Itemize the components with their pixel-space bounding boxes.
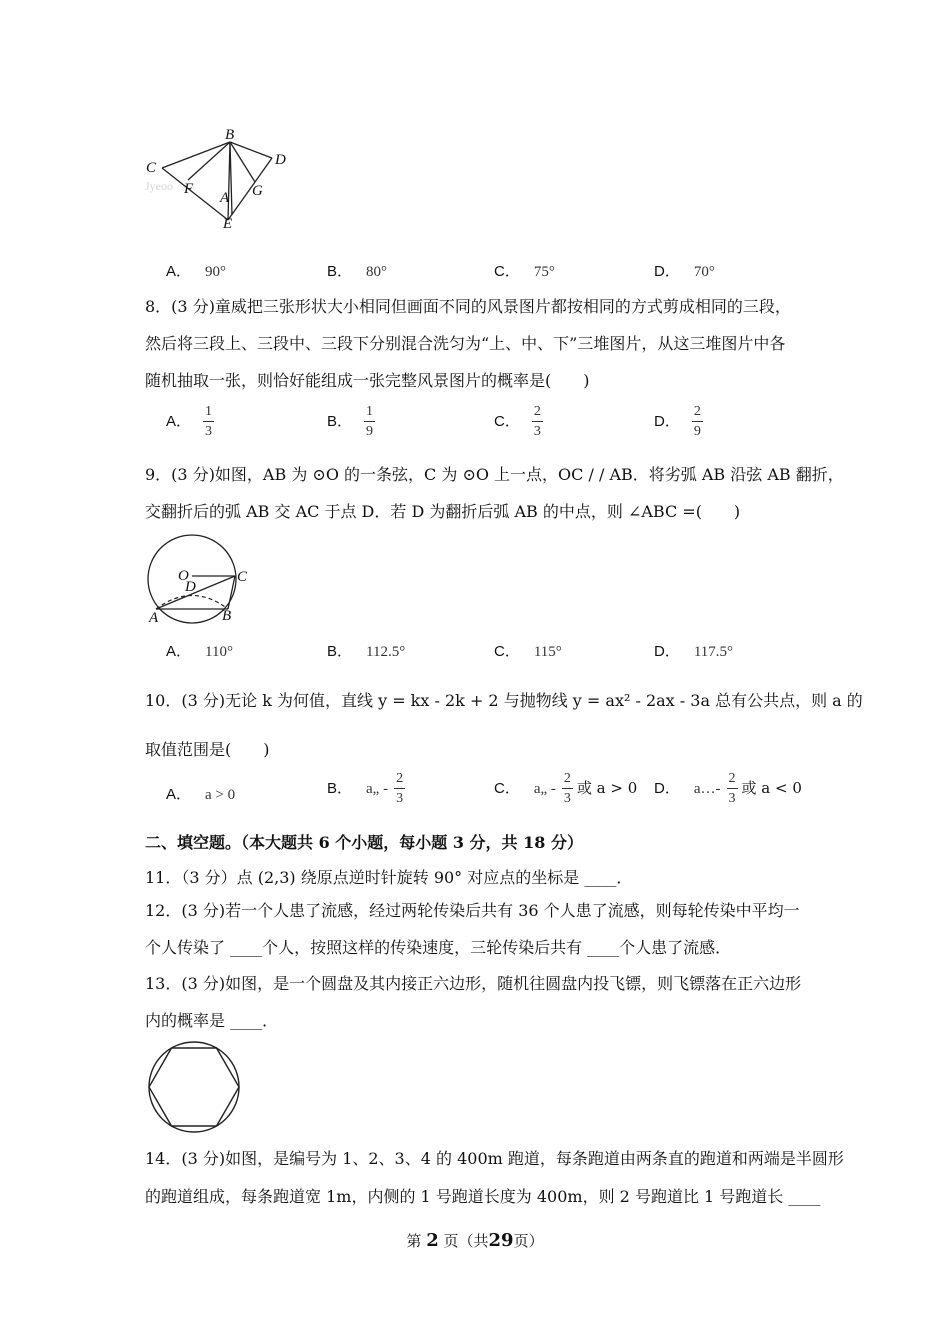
fig9-label-a: A [149,610,159,626]
q7-option-d: D． 70° [654,263,715,280]
fig7-label-d: D [275,152,286,168]
q9-line-1: 9．(3 分)如图，AB 为 ⊙O 的一条弦，C 为 ⊙O 上一点，OC / / AB．将劣弧 AB 沿弦 AB 翻折， [145,465,844,484]
fig9-label-b: B [222,608,232,624]
q14-line-2: 的跑道组成，每条跑道宽 1m，内侧的 1 号跑道长度为 400m，则 2 号跑道比 1 号跑道长 ____ [145,1187,821,1206]
total-pages: 29 [488,1230,514,1251]
fig7-label-f: F [184,181,194,197]
fig9-label-o: O [178,568,189,584]
fig9-label-d: D [185,579,196,595]
q13-line-2: 内的概率是 ____． [145,1011,279,1030]
q10-line-2: 取值范围是( ) [145,740,270,759]
q7-figure [140,120,310,240]
q7-option-c: C． 75° [494,263,555,280]
q7-option-a: A． 90° [166,263,227,280]
q8-line-1: 8．(3 分)童威把三张形状大小相同但画面不同的风景图片都按相同的方式剪成相同的三段， [145,297,791,316]
q10-option-d: D． a…- $\frac{2}{3}$ 或 a < 0 [654,771,802,806]
fig7-label-g: G [252,183,263,199]
q8-option-a: A． $\frac{1}{3}$ [166,404,213,439]
fig7-watermark: Jyeoo [145,179,173,193]
fig7-label-e: E [223,216,233,232]
q13-figure [145,1038,243,1136]
q13-line-1: 13．(3 分)如图，是一个圆盘及其内接正六边形，随机往圆盘内投飞镖，则飞镖落在正六边形 [145,974,802,993]
q8-line-2: 然后将三段上、三段中、三段下分别混合洗匀为“上、中、下”三堆图片，从这三堆图片中各 [145,334,786,353]
q8-option-c: C． $\frac{2}{3}$ [494,404,541,439]
q12-line-2: 个人传染了 ____个人，按照这样的传染速度，三轮传染后共有 ____个人患了流感． [145,938,732,957]
q9-option-b: B． 112.5° [327,643,406,660]
fig9-label-c: C [237,569,248,585]
q7-option-b: B． 80° [327,263,388,280]
q8-line-3: 随机抽取一张，则恰好能组成一张完整风景图片的概率是( ) [145,371,590,390]
q12-line-1: 12．(3 分)若一个人患了流感，经过两轮传染后共有 36 个人患了流感，则每轮传染中平均一 [145,901,800,920]
page-number: 2 [426,1230,439,1251]
section-2-heading: 二、填空题。（本大题共 6 个小题，每小题 3 分，共 18 分） [145,833,583,852]
q10-option-b: B． a„ - $\frac{2}{3}$ [327,771,404,806]
q11-line: 11．（3 分）点 (2,3) 绕原点逆时针旋转 90° 对应点的坐标是 ____． [145,868,633,887]
fig7-label-c: C [146,160,157,176]
q9-option-d: D． 117.5° [654,643,734,660]
q9-figure [142,530,262,628]
q8-option-d: D． $\frac{2}{9}$ [654,404,701,439]
q10-option-c: C． a„ - $\frac{2}{3}$ 或 a > 0 [494,771,638,806]
q10-line-1: 10．(3 分)无论 k 为何值，直线 y = kx - 2k + 2 与抛物线 y = ax² - 2ax - 3a 总有公共点，则 a 的 [145,691,863,710]
fig7-label-b: B [225,127,235,143]
q9-line-2: 交翻折后的弧 AB 交 AC 于点 D．若 D 为翻折后弧 AB 的中点，则 ∠ABC =( ) [145,502,741,521]
q9-option-c: C． 115° [494,643,562,660]
q10-option-a: A． a > 0 [166,786,236,803]
fig7-label-a: A [220,190,230,206]
q14-line-1: 14．(3 分)如图，是编号为 1、2、3、4 的 400m 跑道，每条跑道由两条直的跑道和两端是半圆形 [145,1149,844,1168]
page-footer: 第 2 页（共29页） [406,1230,544,1251]
q8-option-b: B． $\frac{1}{9}$ [327,404,374,439]
q9-option-a: A． 110° [166,643,233,660]
